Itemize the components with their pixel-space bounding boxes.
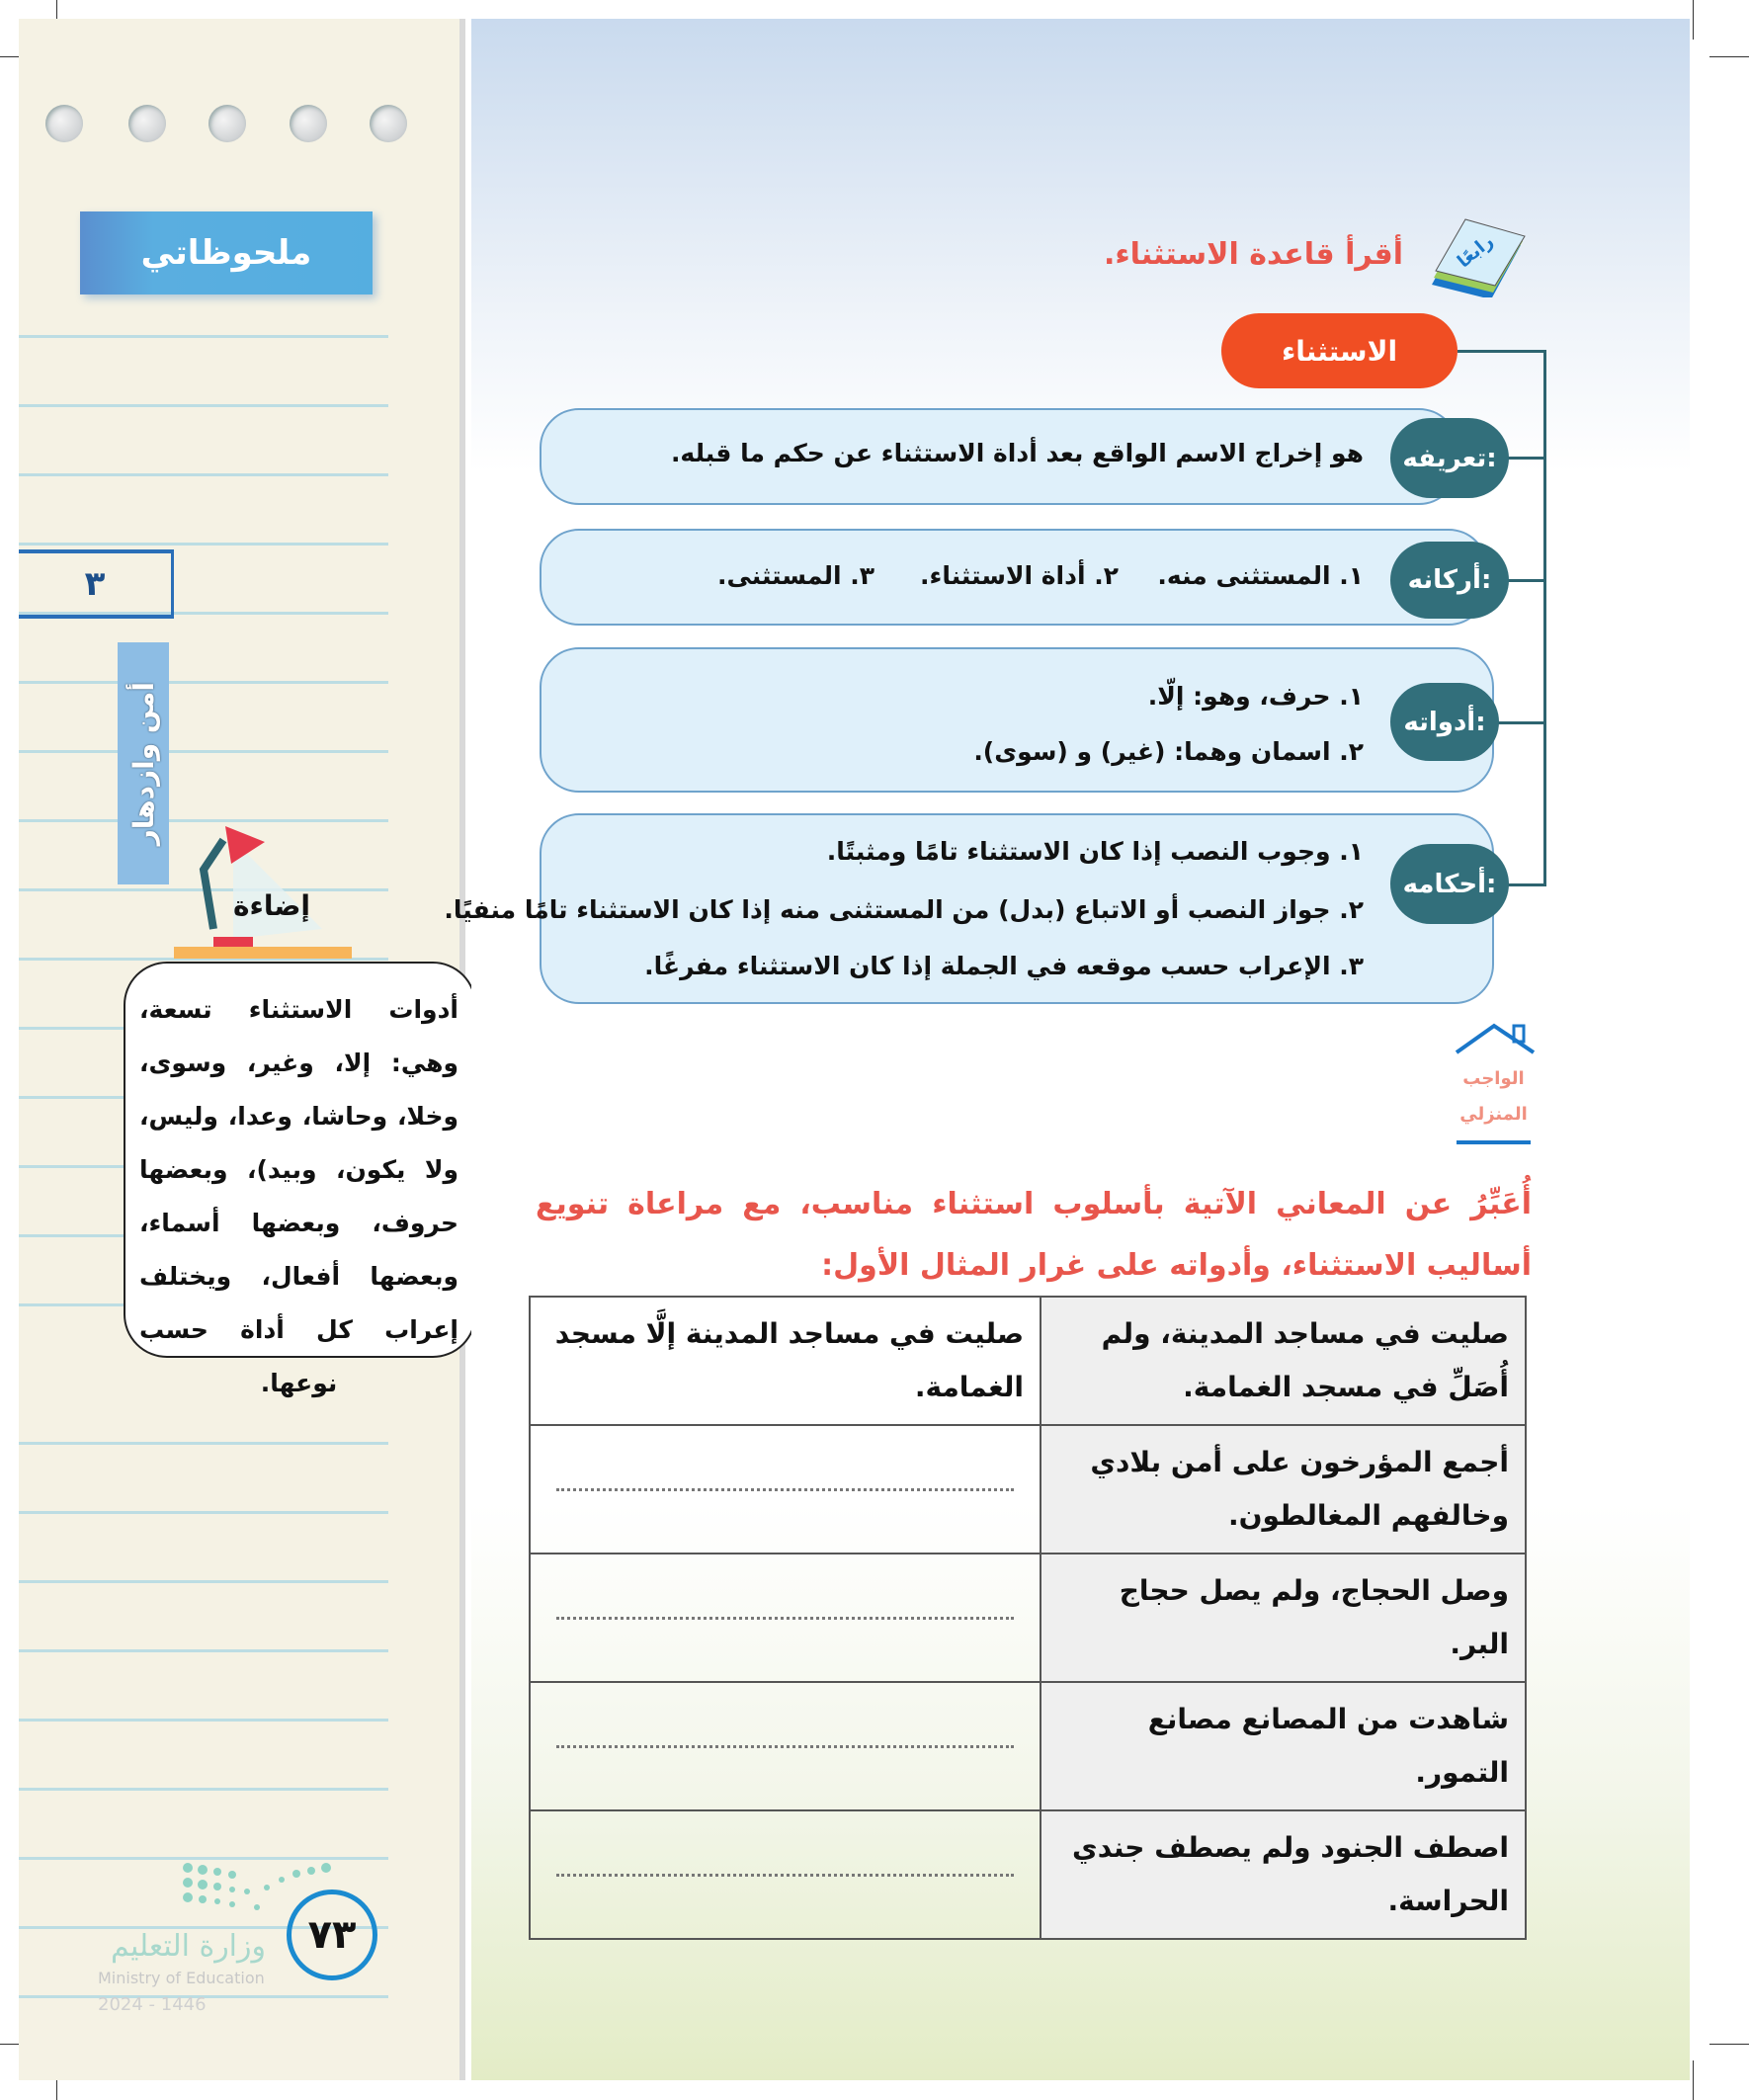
table-row <box>530 1554 1526 1682</box>
sentence-cell: اصطف الجنود ولم يصطف جندي الحراسة. <box>1041 1810 1526 1939</box>
tools-label: أدواته: <box>1390 683 1499 761</box>
answer-cell[interactable]: صليت في مساجد المدينة إلَّا مسجد الغمامة. <box>530 1297 1041 1425</box>
edition-year: 2024 - 1446 <box>98 1994 207 2015</box>
sentence-cell: وصل الحجاج، ولم يصل حجاج البر. <box>1041 1554 1526 1682</box>
notes-line <box>19 1649 388 1652</box>
crop-mark <box>1709 2044 1749 2045</box>
tip-label: إضاءة <box>233 889 311 922</box>
tools-box <box>540 647 1494 793</box>
sentence-cell: شاهدت من المصانع مصانع التمور. <box>1041 1682 1526 1810</box>
binder-hole <box>370 105 407 142</box>
section-title: أقرأ قاعدة الاستثناء. <box>1103 237 1403 272</box>
unit-ribbon <box>118 642 169 884</box>
crop-mark <box>1693 0 1694 40</box>
answer-blank[interactable] <box>556 1487 1014 1491</box>
homework-badge <box>1447 1018 1541 1151</box>
notes-line <box>19 1719 388 1722</box>
page-number: ٧٣ <box>287 1890 377 1980</box>
unit-number-tab <box>19 549 174 619</box>
unit-ribbon-title: أمن وازدهار <box>126 681 160 846</box>
table-row <box>530 1297 1526 1425</box>
crop-mark <box>1709 56 1749 57</box>
table-row <box>530 1810 1526 1939</box>
diagram-root: الاستثناء <box>1221 313 1458 388</box>
notes-title: ملحوظاتي <box>80 211 373 294</box>
definition-text: هو إخراج الاسم الواقع بعد أداة الاستثناء عن حكم ما قبله. <box>670 439 1364 467</box>
house-icon <box>1447 1018 1541 1057</box>
table-row <box>530 1425 1526 1554</box>
binder-hole <box>208 105 246 142</box>
ministry-name-en: Ministry of Education <box>98 1969 265 1987</box>
rule-item: ٢. جواز النصب أو الاتباع (بدل) من المستثنى منه إذا كان الاستثناء تامًا منفيًا. <box>444 895 1364 924</box>
sentence-cell: صليت في مساجد المدينة، ولم أُصَلِّ في مسجد الغمامة. <box>1041 1297 1526 1425</box>
notes-line <box>19 473 388 476</box>
homework-instruction: أُعَبِّرُ عن المعاني الآتية بأسلوب استثناء مناسب، مع مراعاة تنويع أساليب الاستثناء، وأدواته على غرار المثال الأول: <box>536 1187 1532 1283</box>
unit-number: ٣ <box>84 564 106 604</box>
pillar-item: ١. المستثنى منه. <box>1157 561 1364 590</box>
answer-blank[interactable] <box>556 1616 1014 1620</box>
definition-label: تعريفه: <box>1390 418 1509 498</box>
section-badge-label: رابعًا <box>1453 230 1498 273</box>
tool-item: ١. حرف، وهو: إلّا. <box>1147 682 1364 711</box>
connector-line <box>1458 350 1546 353</box>
pillars-label: أركانه: <box>1390 542 1509 619</box>
answer-cell[interactable] <box>530 1425 1041 1554</box>
answer-cell[interactable] <box>530 1810 1041 1939</box>
notes-line <box>19 750 388 753</box>
notes-line <box>19 1442 388 1445</box>
connector-line <box>1543 350 1546 885</box>
notes-line <box>19 1511 388 1514</box>
section-badge <box>1426 211 1527 297</box>
rule-item: ٣. الإعراب حسب موقعه في الجملة إذا كان الاستثناء مفرغًا. <box>644 952 1364 980</box>
ministry-name-ar: وزارة التعليم <box>110 1929 266 1964</box>
binder-hole <box>45 105 83 142</box>
exercise-table <box>529 1296 1527 1940</box>
rule-item: ١. وجوب النصب إذا كان الاستثناء تامًا ومثبتًا. <box>826 837 1364 866</box>
answer-cell[interactable] <box>530 1554 1041 1682</box>
table-row <box>530 1682 1526 1810</box>
answer-blank[interactable] <box>556 1744 1014 1748</box>
tool-item: ٢. اسمان وهما: (غير) و (سوى). <box>973 737 1364 766</box>
answer-cell[interactable] <box>530 1682 1041 1810</box>
tip-callout: أدوات الاستثناء تسعة، وهي: إلا، وغير، وسوى، وخلا، وحاشا، وعدا، وليس، ولا يكون، وبيد)، وبعضها حروف، وبعضها أسماء، وبعضها أفعال، ويختلف إعراب كل أداة حسب نوعها. <box>124 962 476 1358</box>
pillar-item: ٢. أداة الاستثناء. <box>920 561 1119 590</box>
notes-line <box>19 335 388 338</box>
notes-line <box>19 404 388 407</box>
binder-hole <box>128 105 166 142</box>
sentence-cell: أجمع المؤرخون على أمن بلادي وخالفهم المغالطون. <box>1041 1425 1526 1554</box>
answer-blank[interactable] <box>556 1873 1014 1877</box>
connector-line <box>1492 721 1546 724</box>
rules-label: أحكامه: <box>1390 844 1509 924</box>
pillar-item: ٣. المستثنى. <box>716 561 874 590</box>
notes-line <box>19 543 388 546</box>
binder-hole <box>290 105 327 142</box>
notes-line <box>19 1788 388 1791</box>
homework-badge-label: الواجب المنزلي <box>1459 1068 1528 1125</box>
notes-line <box>19 681 388 684</box>
notes-line <box>19 1580 388 1583</box>
crop-mark <box>1693 2060 1694 2100</box>
